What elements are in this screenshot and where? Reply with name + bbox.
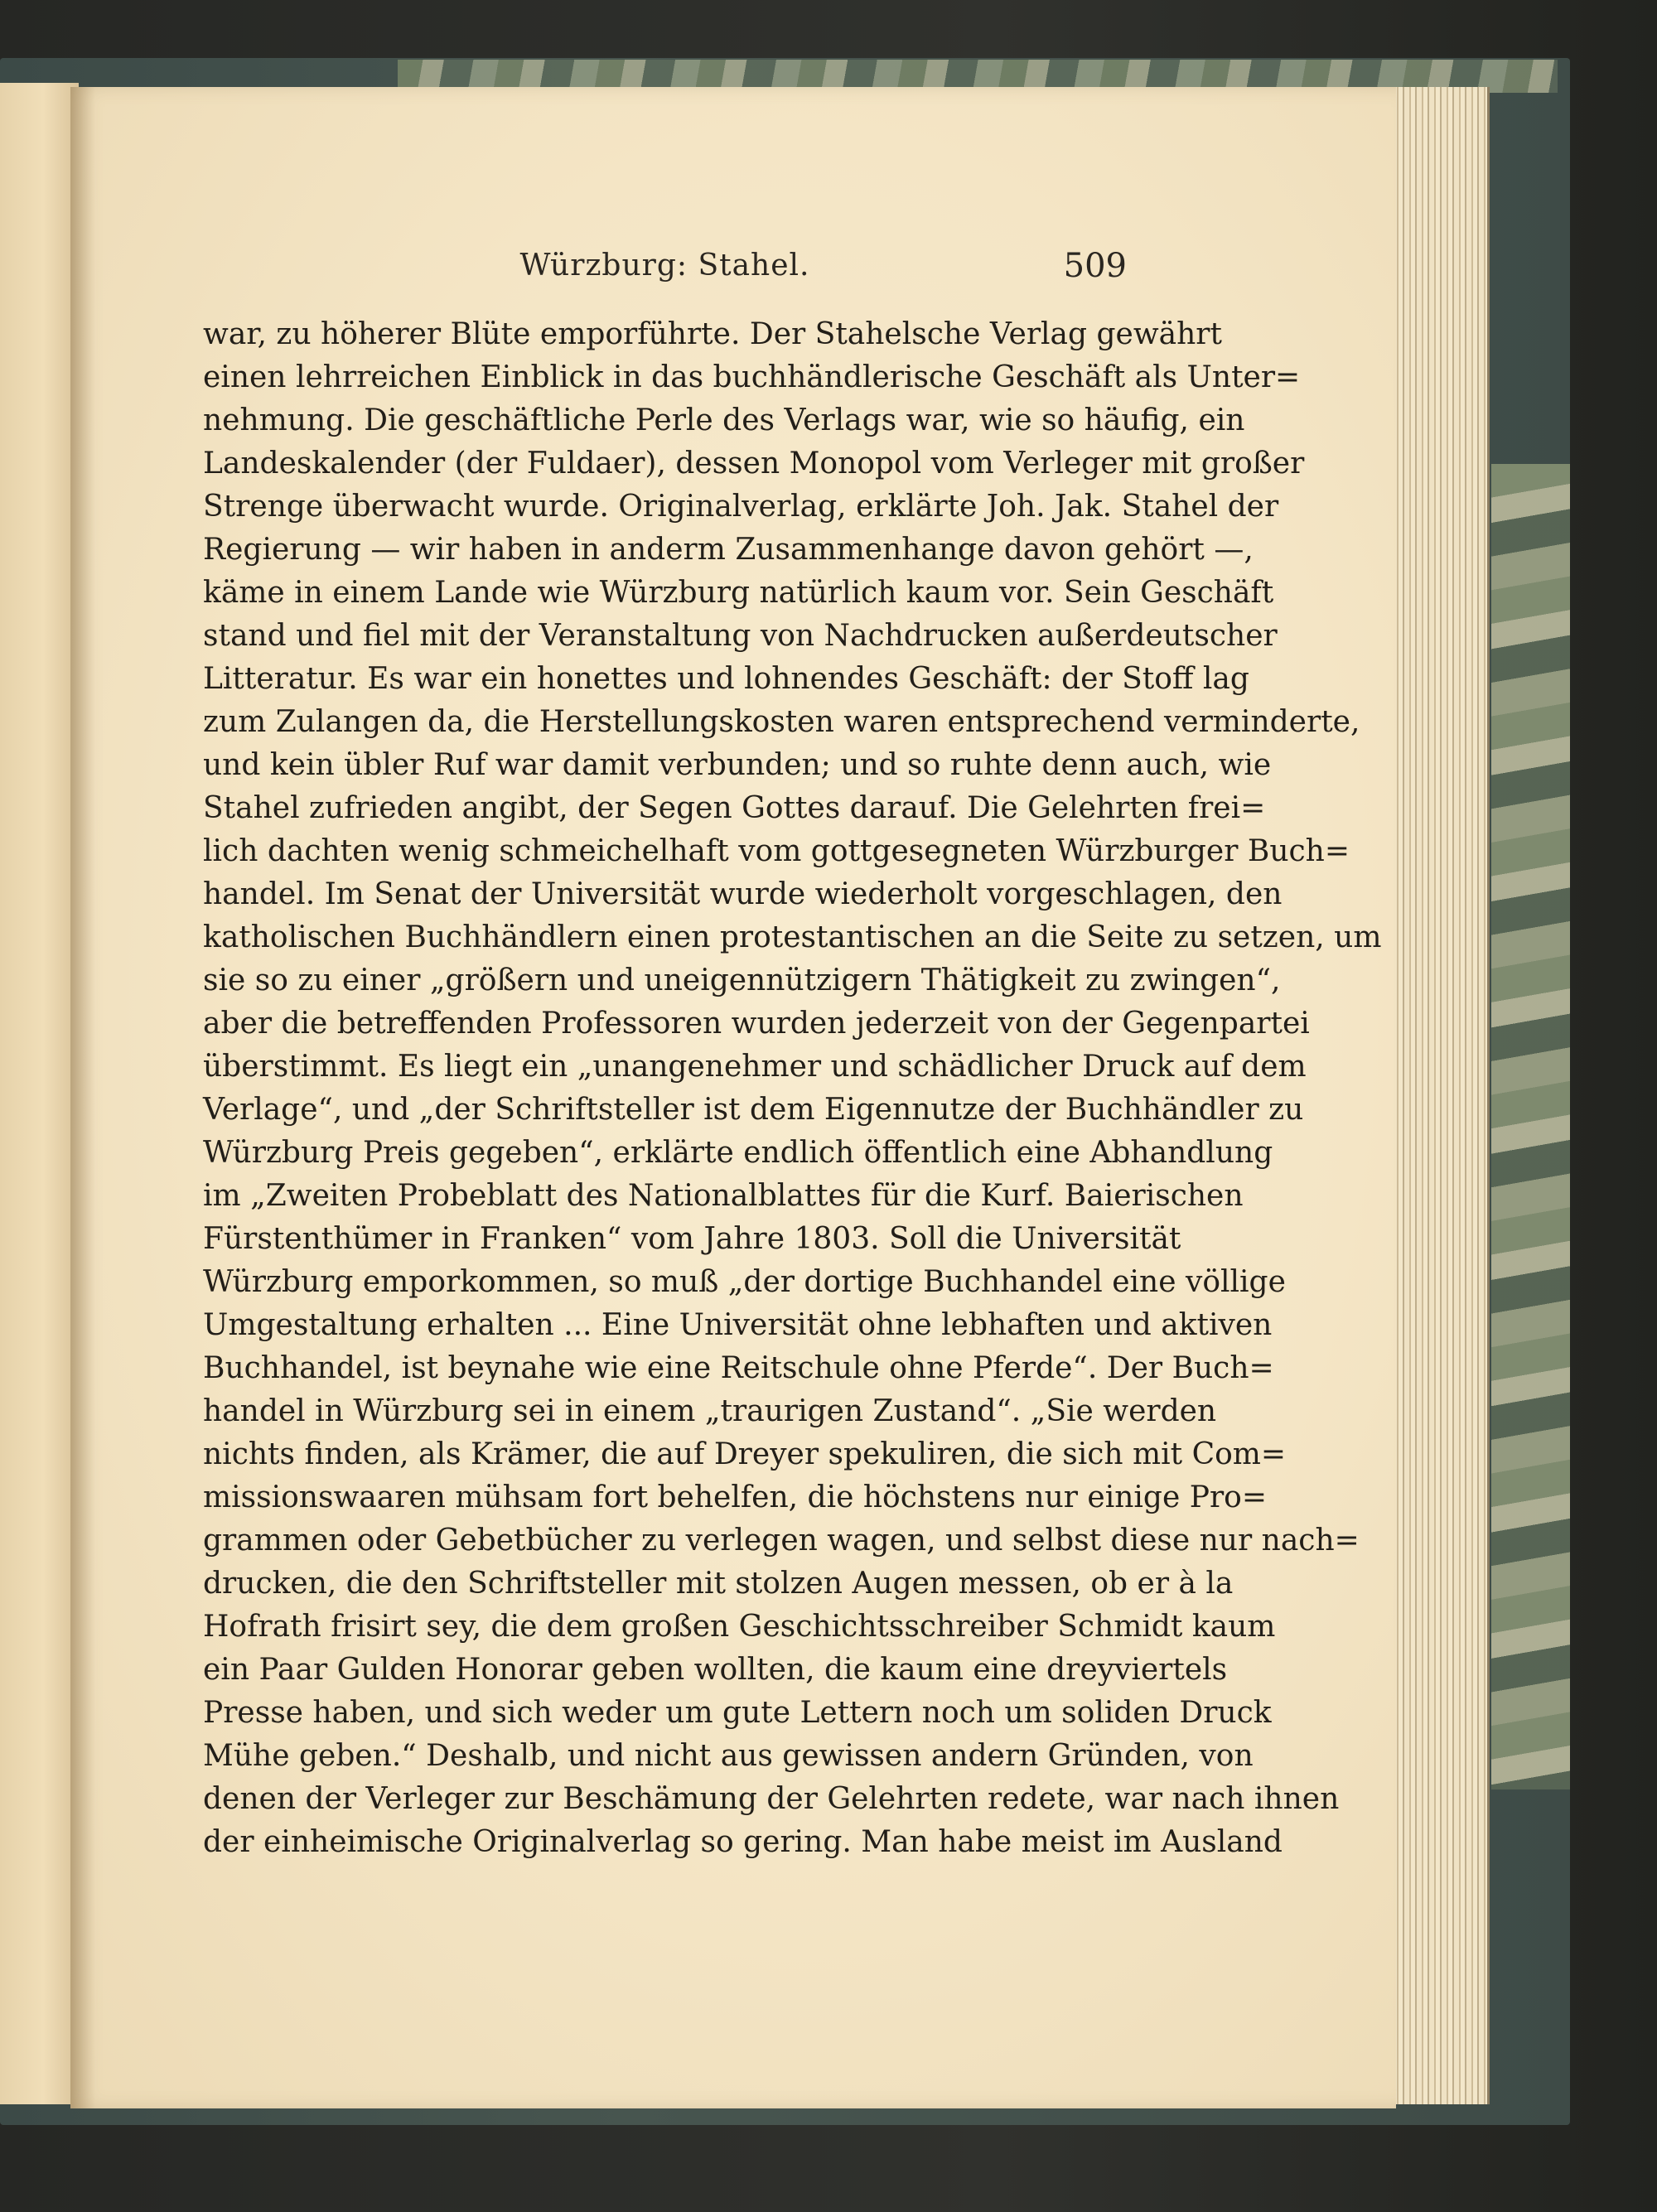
text-line: Presse haben, und sich weder um gute Lettern noch um soliden Druck — [203, 1696, 1272, 1730]
text-line: stand und fiel mit der Veranstaltung von Nachdrucken außerdeutscher — [203, 619, 1278, 653]
text-line: Hofrath frisirt sey, die dem großen Geschichtsschreiber Schmidt kaum — [203, 1610, 1276, 1644]
text-line: nichts finden, als Krämer, die auf Dreyer spekuliren, die sich mit Com= — [203, 1437, 1287, 1471]
text-line: Landeskalender (der Fuldaer), dessen Monopol vom Verleger mit großer — [203, 447, 1305, 481]
text-line: Verlage“, und „der Schriftsteller ist dem Eigennutze der Buchhändler zu — [203, 1093, 1304, 1127]
text-line: Buchhandel, ist beynahe wie eine Reitschule ohne Pferde“. Der Buch= — [203, 1351, 1274, 1385]
text-line: drucken, die den Schriftsteller mit stolzen Augen messen, ob er à la — [203, 1567, 1234, 1601]
cover-marbled-edge — [1491, 464, 1570, 1789]
text-line: und kein übler Ruf war damit verbunden; und so ruhte denn auch, wie — [203, 748, 1272, 782]
text-line: Mühe geben.“ Deshalb, und nicht aus gewissen andern Gründen, von — [203, 1739, 1254, 1773]
page-gutter-shadow — [70, 87, 95, 2108]
text-line: denen der Verleger zur Beschämung der Gelehrten redete, war nach ihnen — [203, 1782, 1340, 1816]
running-title: Würzburg: Stahel. — [519, 249, 810, 283]
text-line: einen lehrreichen Einblick in das buchhändlerische Geschäft als Unter= — [203, 360, 1301, 394]
text-line: katholischen Buchhändlern einen protestantischen an die Seite zu setzen, um — [203, 920, 1382, 954]
text-line: zum Zulangen da, die Herstellungskosten waren entsprechend verminderte, — [203, 705, 1360, 739]
text-line: käme in einem Lande wie Würzburg natürlich kaum vor. Sein Geschäft — [203, 576, 1274, 610]
text-line: sie so zu einer „größern und uneigennützigern Thätigkeit zu zwingen“, — [203, 964, 1281, 997]
text-line: Würzburg emporkommen, so muß „der dortige Buchhandel eine völlige — [203, 1265, 1286, 1299]
text-line: Umgestaltung erhalten ... Eine Universität ohne lebhaften und aktiven — [203, 1308, 1273, 1342]
page-number: 509 — [1063, 247, 1127, 285]
text-line: Strenge überwacht wurde. Originalverlag, erklärte Joh. Jak. Stahel der — [203, 490, 1279, 524]
text-line: handel. Im Senat der Universität wurde wiederholt vorgeschlagen, den — [203, 877, 1283, 911]
verso-page-edge — [0, 83, 79, 2104]
running-head — [203, 249, 1127, 298]
text-line: nehmung. Die geschäftliche Perle des Verlags war, wie so häufig, ein — [203, 403, 1245, 437]
text-line: überstimmt. Es liegt ein „unangenehmer und schädlicher Druck auf dem — [203, 1050, 1307, 1084]
text-line: missionswaaren mühsam fort behelfen, die höchstens nur einige Pro= — [203, 1480, 1267, 1514]
text-line: der einheimische Originalverlag so gering. Man habe meist im Ausland — [203, 1825, 1283, 1859]
text-line: grammen oder Gebetbücher zu verlegen wagen, und selbst diese nur nach= — [203, 1524, 1360, 1558]
body-text — [203, 313, 1382, 1864]
text-line: ein Paar Gulden Honorar geben wollten, die kaum eine dreyviertels — [203, 1653, 1228, 1687]
text-line: Stahel zufrieden angibt, der Segen Gottes darauf. Die Gelehrten frei= — [203, 791, 1266, 825]
text-line: Regierung — wir haben in anderm Zusammenhange davon gehört —, — [203, 533, 1254, 567]
page-leaves-stack — [1392, 87, 1490, 2104]
text-line: war, zu höherer Blüte emporführte. Der Stahelsche Verlag gewährt — [203, 317, 1222, 351]
text-line: im „Zweiten Probeblatt des Nationalblattes für die Kurf. Baierischen — [203, 1179, 1244, 1213]
text-line: handel in Würzburg sei in einem „traurigen Zustand“. „Sie werden — [203, 1394, 1217, 1428]
text-line: aber die betreffenden Professoren wurden jederzeit von der Gegenpartei — [203, 1007, 1310, 1041]
text-line: Fürstenthümer in Franken“ vom Jahre 1803. Soll die Universität — [203, 1222, 1181, 1256]
text-line: Würzburg Preis gegeben“, erklärte endlich öffentlich eine Abhandlung — [203, 1136, 1273, 1170]
text-line: Litteratur. Es war ein honettes und lohnendes Geschäft: der Stoff lag — [203, 662, 1249, 696]
text-line: lich dachten wenig schmeichelhaft vom gottgesegneten Würzburger Buch= — [203, 834, 1350, 868]
